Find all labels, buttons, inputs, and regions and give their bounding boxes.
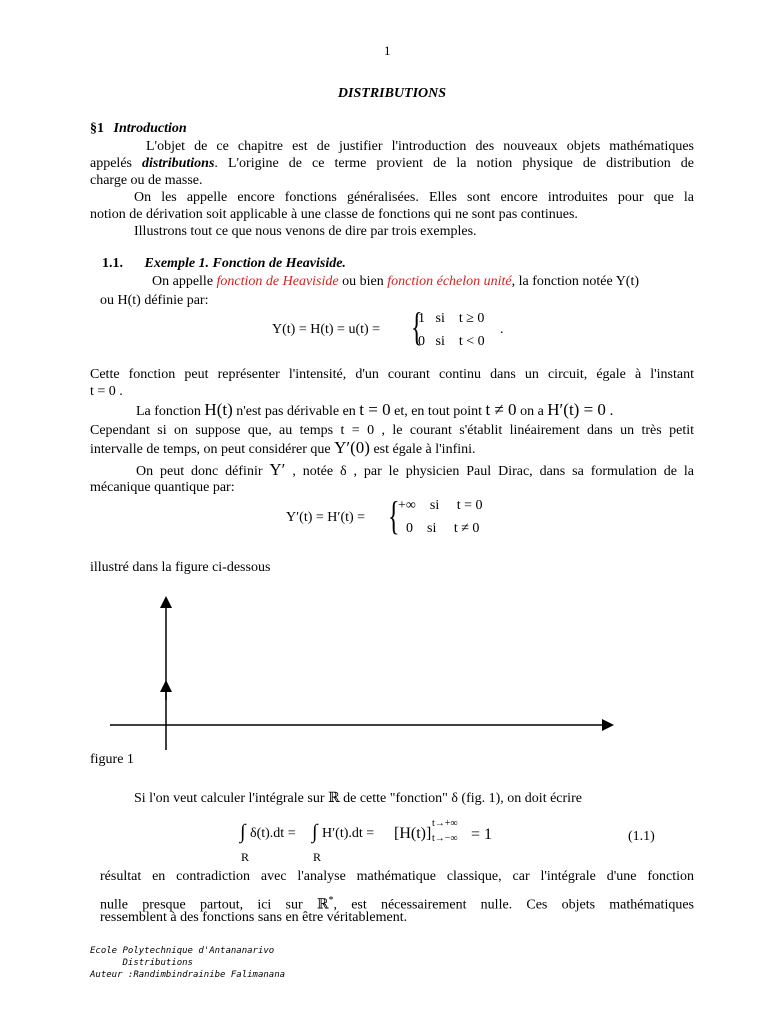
integral-sign-1: ∫ — [240, 821, 246, 843]
intensity-line-2: t = 0 . — [90, 384, 123, 399]
eq3-domain-1: R — [241, 850, 250, 864]
figure-caption: figure 1 — [90, 752, 134, 767]
eq3-part-2: H′(t).dt = — [322, 826, 375, 841]
figure-intro: illustré dans la figure ci-dessous — [90, 560, 271, 575]
eq2-brace: { — [388, 493, 400, 538]
eq3-part-1: δ(t).dt = — [250, 826, 296, 841]
eq1-brace: { — [411, 304, 423, 349]
footer-course: Distributions — [90, 958, 193, 968]
derivability-line-3: intervalle de temps, on peut considérer que Y′(0) est égale à l'infini. — [90, 438, 476, 457]
dirac-line-1: On peut donc définir Y′ , notée δ , par le physicien Paul Dirac, dans sa formulation de la — [136, 460, 694, 479]
eq3-upper-limit: t→+∞ — [432, 818, 458, 829]
intensity-line-1: Cette fonction peut représenter l'intensité, d'un courant continu dans un circuit, égale à l'instant — [90, 367, 694, 382]
section-title: Introduction — [113, 121, 187, 136]
footer-author: Auteur :Randimbindrainibe Falimanana — [90, 970, 286, 980]
eq1-case-2: 0 si t < 0 — [418, 334, 485, 349]
intro-line-5: notion de dérivation soit applicable à une classe de fonctions qui ne sont pas continues. — [90, 207, 578, 222]
heaviside-def-line-1: On appelle fonction de Heaviside ou bien fonction échelon unité, la fonction notée Y(t) — [152, 274, 640, 289]
eq3-domain-2: R — [313, 850, 322, 864]
page-title: DISTRIBUTIONS — [337, 86, 447, 101]
contradiction-line-2: nulle presque partout, ici sur ℝ*, est nécessairement nulle. Ces objets mathématiques — [100, 895, 694, 913]
eq3-part-4: = 1 — [471, 826, 493, 843]
example-title: Exemple 1. Fonction de Heaviside. — [144, 256, 346, 271]
dirac-line-2: mécanique quantique par: — [90, 480, 235, 495]
eq1-case-1: 1 si t ≥ 0 — [418, 311, 485, 326]
contradiction-line-3: ressemblent à des fonctions sans en être véritablement. — [100, 910, 408, 925]
section-number: §1 — [90, 121, 104, 136]
eq2-case-2: 0 si t ≠ 0 — [406, 521, 480, 536]
derivability-line-1: La fonction H(t) n'est pas dérivable en t = 0 et, en tout point t ≠ 0 on a H′(t) = 0 . — [136, 400, 614, 419]
intro-line-2: appelés distributions. L'origine de ce terme provient de la notion physique de distribution de — [90, 156, 694, 171]
intro-line-1: L'objet de ce chapitre est de justifier l'introduction des nouveaux objets mathématiques — [146, 139, 694, 154]
example-heading — [102, 256, 346, 272]
derivability-line-2: Cependant si on suppose que, au temps t = 0 , le courant s'établit linéairement dans un très petit — [90, 423, 694, 438]
dirac-figure — [100, 590, 620, 760]
eq3-number: (1.1) — [628, 829, 655, 844]
eq1-lhs: Y(t) = H(t) = u(t) = — [272, 322, 381, 337]
eq2-lhs: Y′(t) = H′(t) = — [286, 510, 366, 525]
eq2-case-1: +∞ si t = 0 — [398, 498, 483, 513]
footer-school: Ecole Polytechnique d'Antananarivo — [90, 946, 275, 956]
example-number: 1.1. — [102, 256, 123, 271]
page-number: 1 — [384, 43, 391, 58]
integral-intro: Si l'on veut calculer l'intégrale sur ℝ de cette "fonction" δ (fig. 1), on doit écrire — [134, 791, 582, 806]
eq1-period: . — [500, 322, 504, 337]
contradiction-line-1: résultat en contradiction avec l'analyse mathématique classique, car l'intégrale d'une fonction — [100, 869, 694, 884]
intro-line-6: Illustrons tout ce que nous venons de dire par trois exemples. — [134, 224, 477, 239]
heaviside-def-line-2: ou H(t) définie par: — [100, 293, 209, 308]
intro-line-4: On les appelle encore fonctions généralisées. Elles sont encore introduites pour que la — [134, 190, 694, 205]
eq3-part-3: [H(t)] — [394, 825, 432, 842]
integral-sign-2: ∫ — [312, 821, 318, 843]
section-heading — [90, 121, 187, 137]
eq3-lower-limit: t→−∞ — [432, 833, 458, 844]
intro-line-3: charge ou de masse. — [90, 173, 203, 188]
